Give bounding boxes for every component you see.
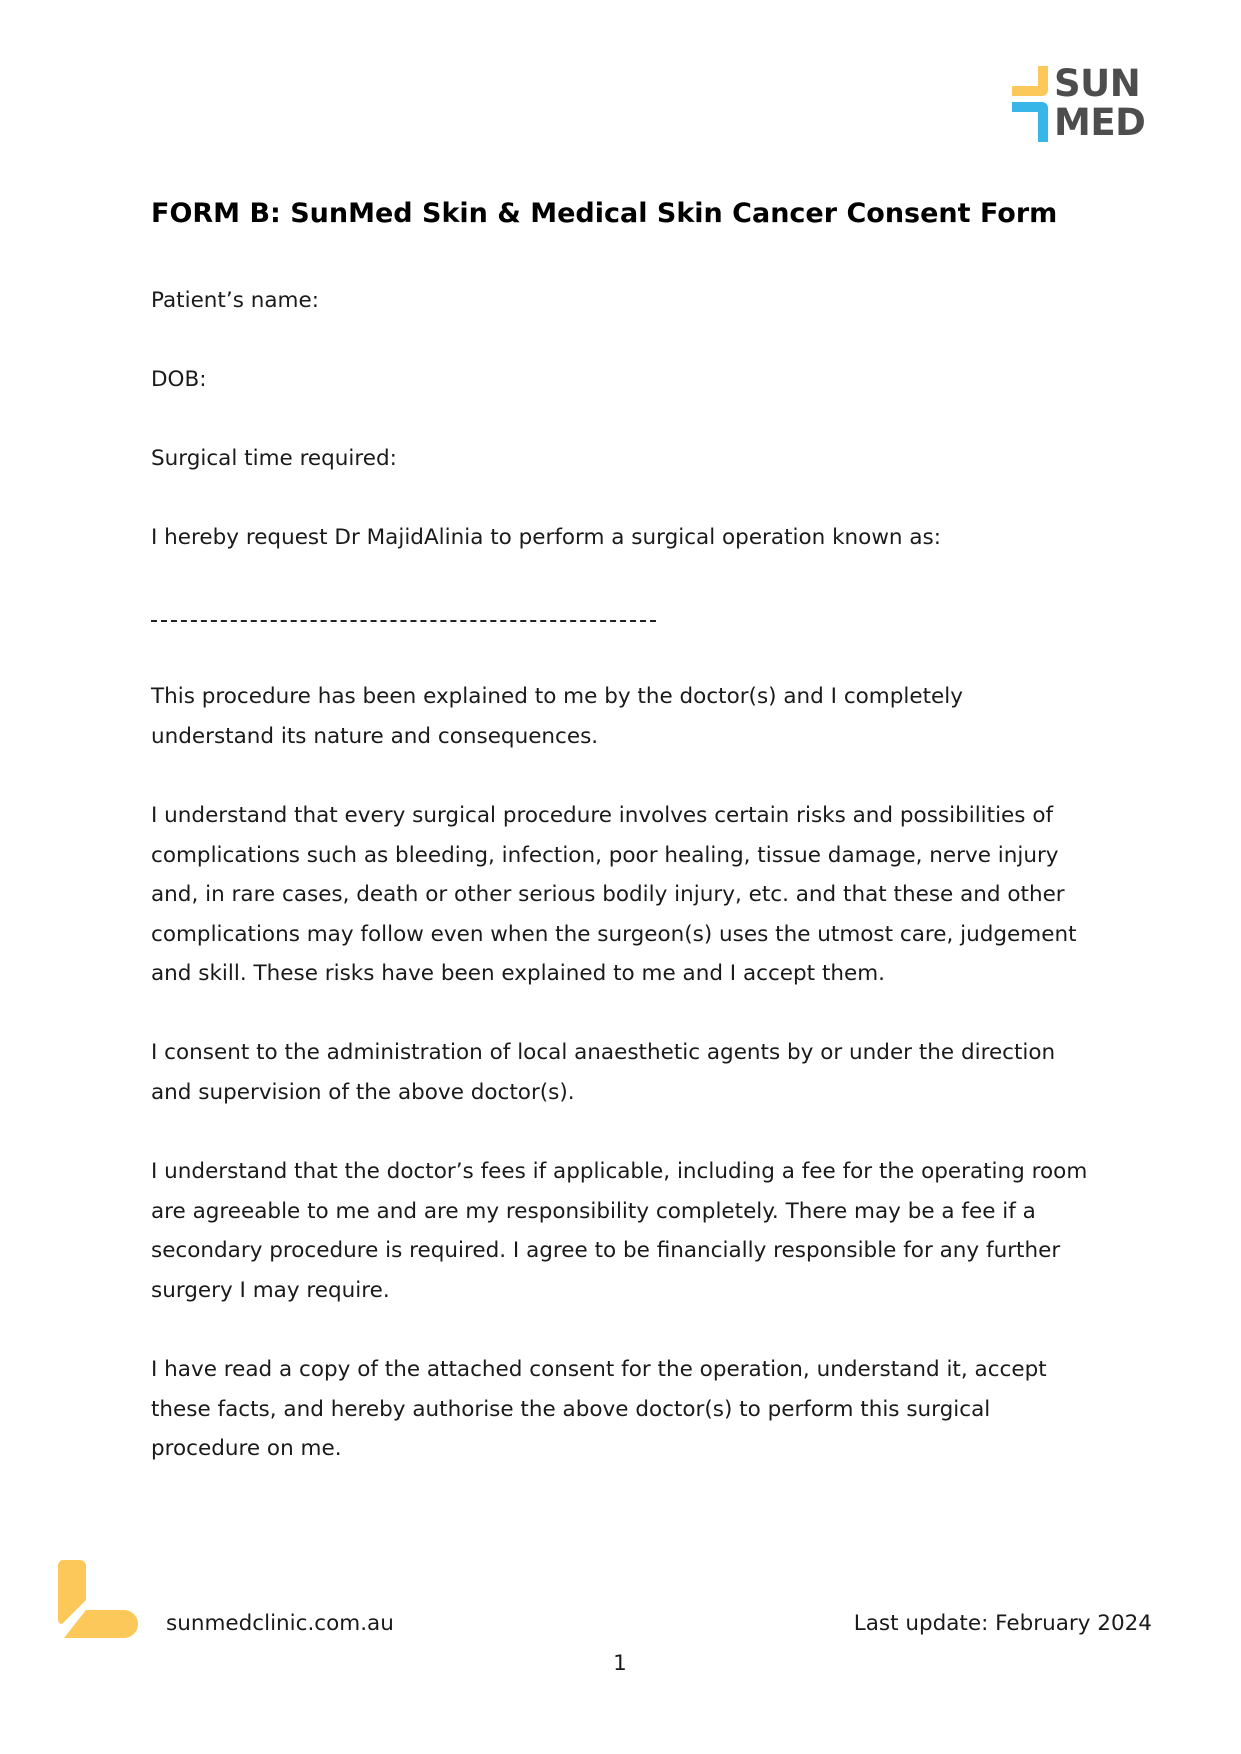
sunmed-logo-mark-icon — [1012, 66, 1054, 142]
paragraph-risks — [151, 796, 1151, 994]
paragraph-anaesthetic — [151, 1033, 1151, 1112]
form-title: FORM B: SunMed Skin & Medical Skin Cancer Consent Form — [151, 198, 1058, 229]
sunmed-logo — [1012, 64, 1162, 146]
paragraph-line: This procedure has been explained to me by the doctor(s) and I completely — [151, 684, 963, 709]
logo-line-med: MED — [1054, 101, 1146, 144]
paragraph-line: surgery I may require. — [151, 1277, 390, 1303]
dob-label: DOB: — [151, 367, 207, 392]
paragraph-line: these facts, and hereby authorise the above doctor(s) to perform this surgical — [151, 1396, 991, 1422]
sunmed-logo-wordmark — [1054, 64, 1145, 142]
paragraph-line: and, in rare cases, death or other serious bodily injury, etc. and that these and other — [151, 882, 1065, 908]
sunmed-footer-mark-icon — [58, 1560, 140, 1642]
paragraph-line: procedure on me. — [151, 1436, 342, 1462]
paragraph-line: complications may follow even when the surgeon(s) uses the utmost care, judgement — [151, 921, 1077, 947]
paragraph-line: I understand that the doctor’s fees if applicable, including a fee for the operating room — [151, 1159, 1088, 1184]
request-statement: I hereby request Dr MajidAlinia to perform a surgical operation known as: — [151, 525, 941, 550]
paragraph-line: I have read a copy of the attached consent for the operation, understand it, accept — [151, 1357, 1047, 1382]
paragraph-line: and supervision of the above doctor(s). — [151, 1079, 575, 1105]
paragraph-line: I understand that every surgical procedure involves certain risks and possibilities of — [151, 803, 1054, 828]
paragraph-line: I consent to the administration of local anaesthetic agents by or under the direction — [151, 1040, 1056, 1065]
footer-website: sunmedclinic.com.au — [166, 1611, 394, 1636]
paragraph-explained — [151, 677, 1151, 756]
paragraph-line: are agreeable to me and are my responsibility completely. There may be a fee if a — [151, 1198, 1036, 1224]
paragraph-line: and skill. These risks have been explained to me and I accept them. — [151, 961, 886, 987]
patient-name-label: Patient’s name: — [151, 288, 319, 313]
footer-last-update: Last update: February 2024 — [853, 1611, 1152, 1636]
page-number: 1 — [613, 1651, 627, 1676]
paragraph-line: secondary procedure is required. I agree to be financially responsible for any further — [151, 1238, 1061, 1264]
operation-name-blank — [151, 620, 656, 622]
surgical-time-label: Surgical time required: — [151, 446, 397, 471]
logo-line-sun: SUN — [1054, 62, 1141, 105]
paragraph-fees — [151, 1152, 1151, 1310]
paragraph-line: complications such as bleeding, infection, poor healing, tissue damage, nerve injury — [151, 842, 1059, 868]
paragraph-line: understand its nature and consequences. — [151, 723, 599, 749]
paragraph-authorise — [151, 1350, 1151, 1469]
